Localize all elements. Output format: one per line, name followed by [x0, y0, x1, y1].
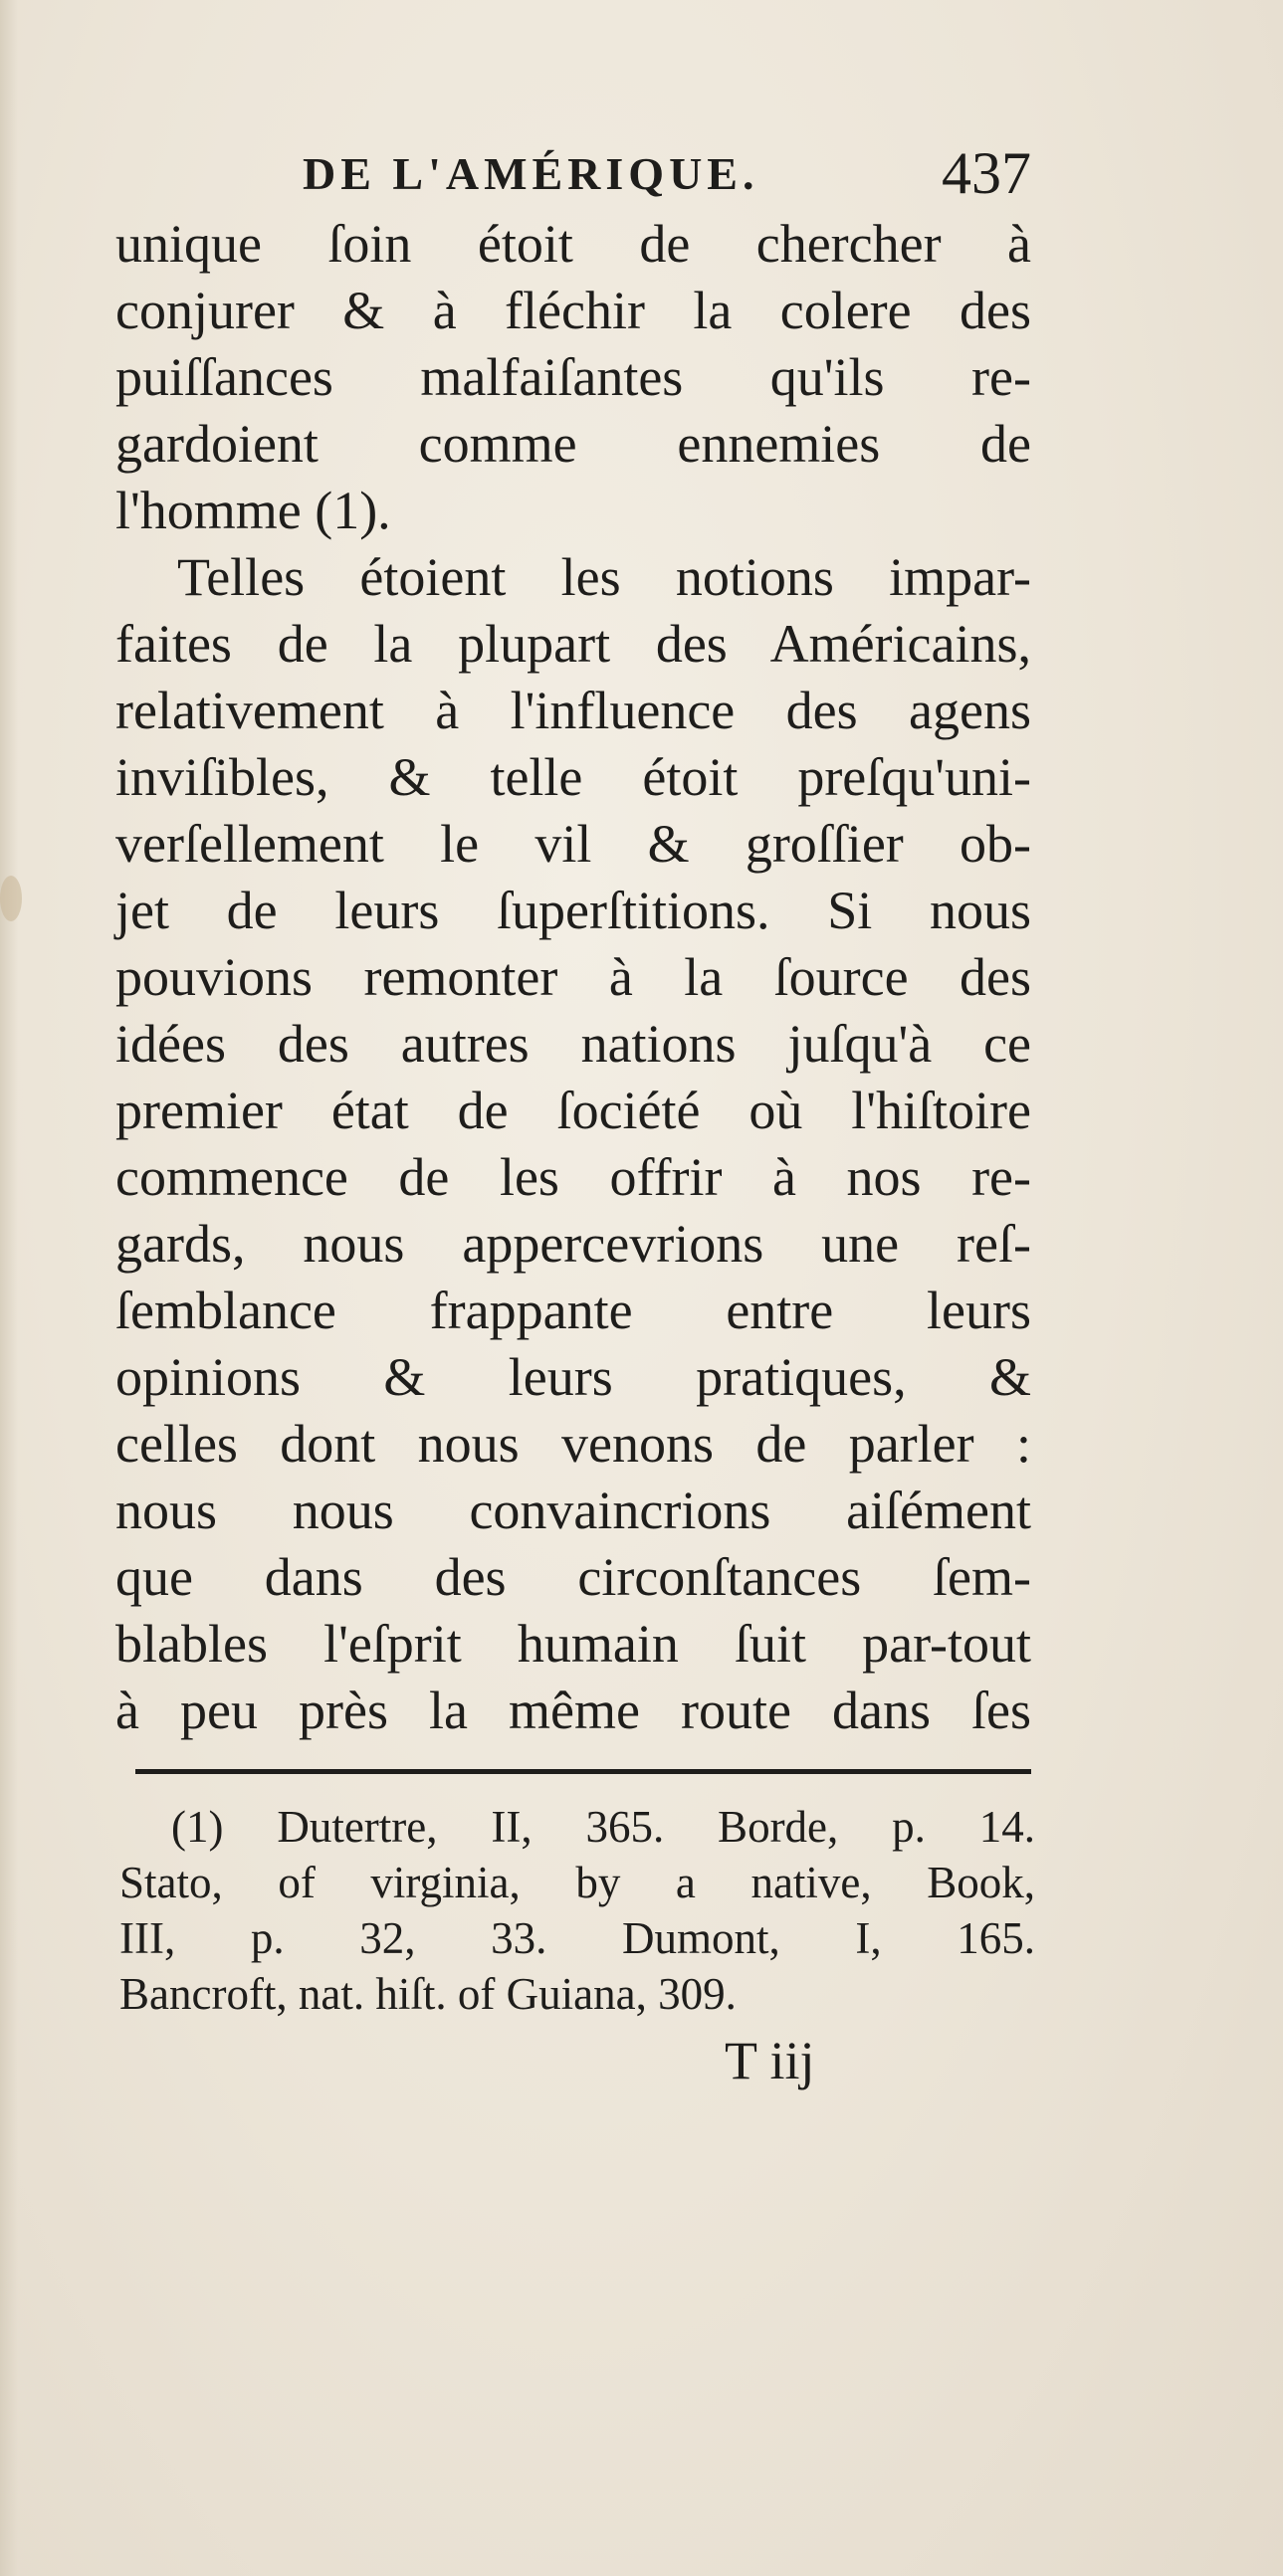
text-line: celles dont nous venons de parler : [115, 1414, 1031, 1474]
text-line: à peu près la même route dans ſes [115, 1681, 1031, 1740]
text-line: que dans des circonſtances ſem- [115, 1547, 1031, 1607]
text-line: l'homme (1). [115, 481, 391, 540]
footnote-line: III, p. 32, 33. Dumont, I, 165. [119, 1913, 1035, 1963]
text-line: commence de les offrir à nos re- [115, 1147, 1031, 1207]
text-line: Telles étoient les notions impar- [177, 547, 1031, 607]
text-line: pouvions remonter à la ſource des [115, 947, 1031, 1007]
text-line: nous nous convaincrions aiſément [115, 1481, 1031, 1540]
text-line: gards, nous appercevrions une reſ- [115, 1214, 1031, 1274]
footnotes [119, 1799, 1035, 2022]
text-line: faites de la plupart des Américains, [115, 614, 1031, 674]
text-line: unique ſoin étoit de chercher à [115, 214, 1031, 274]
page-number: 437 [942, 140, 1031, 206]
footnote-line: Stato, of virginia, by a native, Book, [119, 1858, 1035, 1907]
text-line: opinions & leurs pratiques, & [115, 1347, 1031, 1407]
running-head: DE L'AMÉRIQUE. [303, 148, 759, 199]
text-line: blables l'eſprit humain ſuit par-tout [115, 1614, 1031, 1674]
text-line: relativement à l'influence des agens [115, 681, 1031, 740]
text-line: inviſibles, & telle étoit preſqu'uni- [115, 747, 1031, 807]
signature-mark: T iij [725, 2031, 815, 2090]
paper-stain [0, 876, 22, 921]
footnote-rule [135, 1769, 1031, 1774]
text-line: idées des autres nations juſqu'à ce [115, 1014, 1031, 1074]
footnote-line: Bancroft, nat. hiſt. of Guiana, 309. [119, 1969, 737, 2019]
body-text [115, 211, 1031, 1744]
text-line: conjurer & à fléchir la colere des [115, 281, 1031, 340]
text-line: gardoient comme ennemies de [115, 414, 1031, 474]
text-line: ſemblance frappante entre leurs [115, 1281, 1031, 1340]
text-line: verſellement le vil & groſſier ob- [115, 814, 1031, 874]
text-line: puiſſances malfaiſantes qu'ils re- [115, 347, 1031, 407]
text-line: jet de leurs ſuperſtitions. Si nous [115, 881, 1031, 940]
page-edge-shadow [0, 0, 18, 2576]
page-header [289, 139, 1045, 219]
footnote-line: (1) Dutertre, II, 365. Borde, p. 14. [171, 1802, 1035, 1852]
text-line: premier état de ſociété où l'hiſtoire [115, 1081, 1031, 1140]
